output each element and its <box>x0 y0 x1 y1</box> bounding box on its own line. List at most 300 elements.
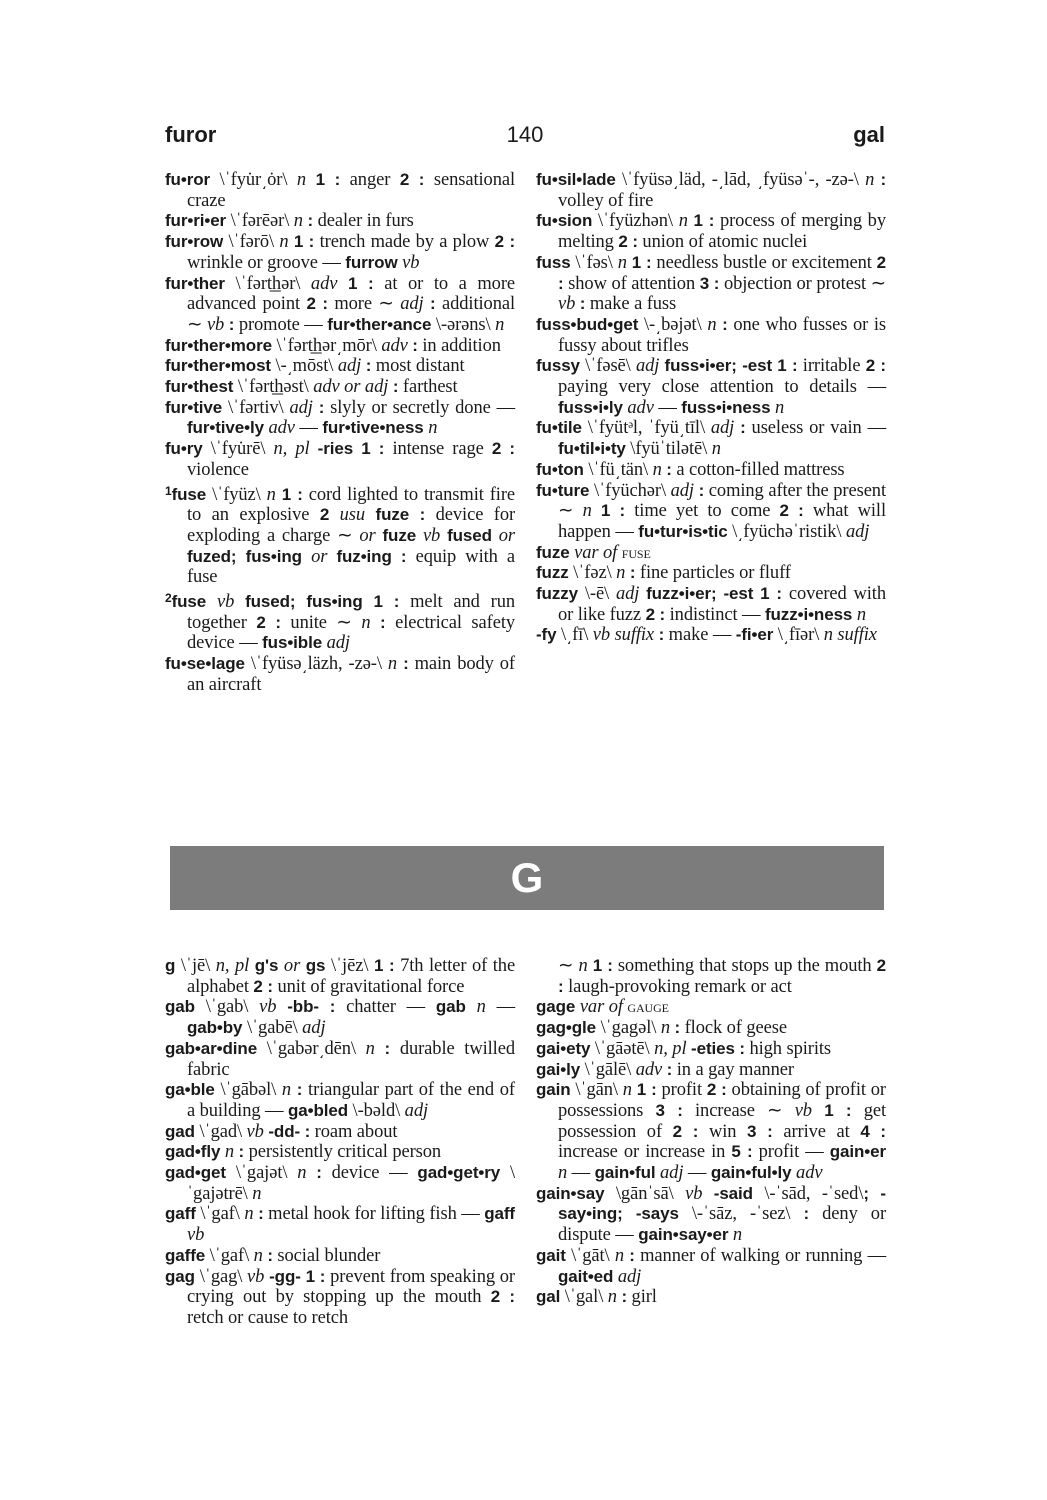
part-of-speech: n <box>707 314 717 335</box>
sense-marker: : <box>238 1142 245 1162</box>
part-of-speech: vb <box>246 1121 264 1142</box>
dictionary-entry <box>165 956 515 997</box>
entry-text: \ˈfü͵tän\ <box>583 459 653 480</box>
inflection: -said <box>713 1183 753 1203</box>
entry-text: electrical safety device — <box>187 612 516 654</box>
entry-text: melt and run together <box>187 592 516 633</box>
headword: fu•ton <box>536 459 584 479</box>
sense-marker: : <box>803 1204 810 1224</box>
entry-text: \ˈgagəl\ <box>596 1018 661 1039</box>
headword: fu•til•i•ty <box>558 439 626 459</box>
inflection: -dd- <box>268 1121 301 1141</box>
entry-text: device for exploding a charge ∼ <box>187 505 516 546</box>
part-of-speech: n <box>617 252 627 273</box>
dictionary-entry <box>165 398 515 439</box>
sense-marker: 1 : <box>631 252 652 272</box>
entry-text: 7th letter of the alphabet <box>187 956 516 997</box>
headword: gain•er <box>829 1142 886 1162</box>
part-of-speech: n <box>607 1287 617 1308</box>
sense-marker: 2 : <box>865 356 886 376</box>
headword: fussy <box>536 356 580 376</box>
dictionary-entry <box>536 956 886 997</box>
entry-text: objection or protest ∼ <box>719 273 886 294</box>
part-of-speech: adj <box>635 356 660 377</box>
headword: fus•ible <box>262 633 323 653</box>
entry-text: triangular part of the end of a building — <box>187 1080 515 1121</box>
part-of-speech: vb <box>206 314 225 335</box>
entry-text: high spirits <box>744 1038 832 1059</box>
sense-marker: : <box>267 1245 273 1265</box>
entry-text: coming after the present ∼ <box>558 480 886 522</box>
sense-marker: 2 <box>319 505 330 525</box>
entry-text <box>392 547 401 567</box>
entry-text <box>492 526 499 546</box>
dictionary-entry <box>165 274 515 336</box>
entry-text: \͵fyüchəˈristik\ <box>727 521 846 542</box>
part-of-speech: adj <box>617 1266 642 1287</box>
dictionary-entry <box>536 460 886 481</box>
entry-text: covered with or like fuzz <box>558 584 887 625</box>
part-of-speech: n <box>495 314 505 335</box>
sense-marker: 2 : <box>558 252 887 293</box>
part-of-speech: n, pl <box>273 439 310 460</box>
headword: fu•tile <box>536 418 582 438</box>
entry-text: manner of walking or running — <box>634 1245 886 1266</box>
headword: fuss <box>536 252 571 272</box>
sense-marker: 1 : <box>760 584 782 604</box>
entry-text: useless or vain — <box>745 418 886 439</box>
part-of-speech: n <box>865 170 875 190</box>
entry-text: violence <box>187 459 249 480</box>
headword: fu•sion <box>536 211 593 231</box>
sense-marker: 2 : <box>706 1080 727 1100</box>
dictionary-entry <box>536 170 886 211</box>
sense-marker: : <box>674 1018 681 1038</box>
dictionary-entry <box>536 1018 886 1039</box>
headword: fuze <box>536 542 570 562</box>
dictionary-entry <box>165 1080 515 1121</box>
entry-text: in addition <box>417 335 501 356</box>
part-of-speech: n <box>622 1080 632 1101</box>
entry-text: dealer in furs <box>313 211 414 232</box>
dictionary-entry <box>536 418 886 459</box>
headword: gad•get <box>165 1163 226 1183</box>
part-of-speech: n <box>361 612 371 633</box>
entry-text: wrinkle or groove — <box>187 252 346 273</box>
dictionary-entry <box>165 439 515 480</box>
part-of-speech: n <box>296 170 307 190</box>
headword: fuss•i•ly <box>558 397 623 417</box>
entry-text: profit <box>656 1080 707 1101</box>
column-right <box>536 170 886 646</box>
entry-text <box>371 613 381 633</box>
letter-section-band <box>170 846 884 910</box>
entry-text: — <box>683 1163 711 1184</box>
entry-text: chatter — <box>335 997 436 1018</box>
part-of-speech: usu <box>339 505 366 526</box>
headword: fu•sil•lade <box>536 170 616 189</box>
part-of-speech: n <box>711 439 721 460</box>
entry-text: show of attention <box>563 273 700 294</box>
column-right <box>536 956 886 1308</box>
entry-text: \ˈgab\ <box>194 997 260 1018</box>
entry-text: ∼ <box>558 956 579 976</box>
entry-text: \ˈfyüsə͵läd, -͵lād, ͵fyüsəˈ-, -zə-\ <box>615 170 866 190</box>
dictionary-entry <box>165 1246 515 1267</box>
headword: g <box>165 956 176 975</box>
part-of-speech: n <box>266 484 276 505</box>
sense-marker: 3 : <box>747 1121 773 1141</box>
entry-text: obtaining of profit or possessions <box>558 1080 886 1121</box>
entry-text: volley of fire <box>558 190 654 211</box>
cross-reference: gauge <box>627 997 669 1017</box>
sense-marker: : <box>430 294 436 314</box>
sense-marker: : <box>740 418 746 438</box>
headword: fur•ri•er <box>165 211 227 231</box>
inflection: fuzz•i•er; -est <box>646 584 754 604</box>
part-of-speech: n <box>387 654 398 675</box>
headword: fuse <box>171 484 207 504</box>
headword: fu•ror <box>165 170 211 189</box>
headword: gain•ful•ly <box>710 1163 792 1183</box>
dictionary-entry <box>536 543 886 564</box>
headword: fuzz•i•ness <box>764 604 853 624</box>
entry-text: \ˈfərō\ <box>223 232 280 253</box>
headword: gad•get•ry <box>417 1163 501 1183</box>
dictionary-entry <box>536 253 886 315</box>
entry-text: indistinct — <box>665 604 765 625</box>
column-left <box>165 170 515 696</box>
part-of-speech: or <box>498 525 516 546</box>
entry-text: union of atomic nuclei <box>637 232 808 253</box>
entry-text <box>592 501 601 521</box>
part-of-speech: n <box>252 1183 262 1204</box>
headword: gab <box>165 997 195 1017</box>
entry-text: profit — <box>752 1142 830 1163</box>
entry-text: \ˈgad\ <box>194 1121 247 1142</box>
homograph-number: 1 <box>165 483 172 498</box>
headword: gaff <box>165 1204 196 1224</box>
inflection: g's <box>254 956 279 975</box>
headword: gait <box>536 1245 566 1265</box>
entry-text: \ˈfəs\ <box>570 252 618 273</box>
headword: fu•se•lage <box>165 654 245 674</box>
part-of-speech: adj <box>289 397 313 418</box>
sense-marker: 1 : <box>824 1100 852 1120</box>
sense-marker: : <box>412 335 418 355</box>
headword: fu•ry <box>165 439 203 459</box>
entry-text: cord lighted to transmit fire to an explosive <box>187 484 516 526</box>
dictionary-entry <box>536 1060 886 1081</box>
sense-marker: 2 : <box>399 170 425 189</box>
entry-text <box>329 505 339 525</box>
part-of-speech: n <box>732 1225 743 1246</box>
entry-text <box>306 1163 316 1183</box>
part-of-speech: n <box>253 1245 263 1266</box>
entry-text: \ˈgal\ <box>560 1287 608 1308</box>
part-of-speech: adj <box>710 418 735 439</box>
part-of-speech: n, pl <box>654 1038 687 1059</box>
part-of-speech: adv <box>268 418 295 439</box>
inflection: fuzed; fus•ing <box>187 546 302 566</box>
dictionary-entry <box>165 356 515 377</box>
entry-text: main body of an aircraft <box>187 654 515 695</box>
entry-text <box>319 997 330 1017</box>
entry-text <box>365 505 375 525</box>
sense-marker: : <box>666 459 672 479</box>
headword: fur•row <box>165 232 224 252</box>
sense-marker: 1 : <box>281 484 303 504</box>
entry-text: anger <box>340 170 400 190</box>
entry-text: additional ∼ <box>187 294 515 335</box>
headword: gain <box>536 1080 571 1100</box>
entry-text: \ˈgag\ <box>194 1266 248 1287</box>
entry-text: make a fuss <box>585 294 677 315</box>
headword: gab <box>435 997 466 1017</box>
entry-text: what will happen — <box>558 501 887 542</box>
entry-text: deny or dispute — <box>558 1204 886 1246</box>
entry-text: prevent from speaking or crying out by stopping up the mouth <box>187 1266 515 1308</box>
sense-marker: : <box>228 314 235 334</box>
column-left <box>165 956 515 1329</box>
dictionary-entry <box>536 1039 886 1060</box>
part-of-speech: vb <box>794 1100 812 1121</box>
dictionary-entry <box>536 1080 886 1184</box>
part-of-speech: n suffix <box>823 625 877 646</box>
sense-marker: 2 : <box>779 501 804 521</box>
sense-marker: 4 : <box>860 1121 886 1141</box>
part-of-speech: adj <box>845 521 870 542</box>
part-of-speech: adj <box>326 633 350 654</box>
sense-marker: 2 : <box>256 612 281 632</box>
part-of-speech: n <box>578 956 588 976</box>
entry-text <box>276 997 287 1017</box>
part-of-speech: var of <box>574 542 618 563</box>
inflection: gs <box>305 956 326 975</box>
sense-marker: : <box>419 505 426 525</box>
entry-text <box>337 274 348 294</box>
entry-text: \-ē\ <box>578 584 616 605</box>
entry-text: \ˈfərēər\ <box>226 211 294 232</box>
sense-marker: : <box>698 480 705 500</box>
sense-marker: : <box>621 1287 628 1307</box>
dictionary-entry <box>165 1204 515 1245</box>
entry-text: needless bustle or excitement <box>651 252 877 273</box>
sense-marker: : <box>296 1080 303 1100</box>
headword: fur•thest <box>165 377 234 397</box>
entry-text: intense rage <box>384 439 492 460</box>
entry-text: \ˈjēz\ <box>325 956 374 976</box>
entry-text: trench made by a plow <box>314 232 495 253</box>
entry-text: \fyüˈtilətē\ <box>625 439 712 460</box>
headword: gad <box>165 1121 195 1141</box>
headword: gait•ed <box>558 1266 614 1286</box>
part-of-speech: n <box>297 1163 307 1184</box>
entry-text: \͵fīər\ <box>773 625 824 646</box>
sense-marker: : <box>400 546 407 566</box>
headword: gab•by <box>187 1018 243 1038</box>
part-of-speech: or <box>359 525 376 546</box>
part-of-speech: var of <box>579 997 623 1018</box>
sense-marker: : <box>722 314 728 334</box>
page-number: 140 <box>506 122 544 147</box>
part-of-speech: vb <box>216 592 235 613</box>
entry-text: \ˈfyüchər\ <box>589 480 671 501</box>
inflection: -ries <box>317 439 354 459</box>
entry-text: promote — <box>234 314 328 335</box>
dictionary-entry <box>165 481 515 589</box>
entry-text: process of merging by melting <box>558 211 886 253</box>
sense-marker: : <box>658 625 665 645</box>
headword: fur•ther•ance <box>327 314 432 334</box>
entry-text: one who fusses or is fussy about trifles <box>558 314 886 356</box>
entry-text: \ˈfərt͟hər͵mōr\ <box>271 335 382 356</box>
entry-text <box>812 1101 824 1121</box>
part-of-speech: vb <box>247 1266 265 1287</box>
entry-text <box>375 1039 385 1059</box>
entry-text: sensational craze <box>187 170 515 211</box>
part-of-speech: n <box>775 397 785 418</box>
inflection: ; -say•ing; -says <box>558 1183 886 1224</box>
entry-text <box>310 439 318 459</box>
dictionary-entry <box>536 625 886 646</box>
entry-text: time yet to come <box>625 501 780 522</box>
headword: gab•ar•dine <box>165 1038 258 1058</box>
sense-marker: 1 : <box>636 1080 657 1100</box>
entry-text: at or to a more advanced point <box>187 273 515 315</box>
part-of-speech: n <box>582 501 592 522</box>
entry-text <box>353 439 361 459</box>
headword: fu•tur•is•tic <box>638 521 728 541</box>
headword: fur•ther•most <box>165 356 271 376</box>
headword: gaffe <box>165 1245 206 1265</box>
dictionary-entry <box>165 1039 515 1080</box>
dictionary-entry <box>165 1142 515 1163</box>
entry-text: paying very close attention to details — <box>558 377 886 398</box>
cross-reference: fuse <box>621 542 651 562</box>
part-of-speech: or <box>283 956 301 976</box>
entry-text <box>416 526 423 546</box>
entry-text: \gānˈsā\ <box>604 1183 686 1204</box>
headword: furrow <box>345 252 398 272</box>
entry-text: \ˈfyütᵊl, ˈfyü͵tīl\ <box>581 418 711 439</box>
sense-marker: 1 : <box>305 1266 326 1286</box>
part-of-speech: vb <box>422 525 441 546</box>
part-of-speech: adv <box>796 1163 823 1184</box>
headword: gain•say•er <box>638 1225 729 1245</box>
entry-text <box>234 592 245 612</box>
entry-text: \ˈfyu̇r͵ȯr\ <box>210 170 297 190</box>
headword: fur•ther <box>165 273 225 293</box>
entry-text: farthest <box>398 377 458 398</box>
sense-marker: 2 : <box>558 956 886 996</box>
sense-marker: : <box>403 654 409 674</box>
entry-text: \-͵mōst\ <box>271 356 338 377</box>
entry-text: metal hook for lifting fish — <box>263 1204 485 1225</box>
sense-marker: : <box>384 1038 391 1058</box>
sense-marker: 1 : <box>777 356 798 376</box>
inflection: fused; fus•ing <box>245 592 363 612</box>
part-of-speech: adj <box>302 1018 326 1039</box>
part-of-speech: n <box>678 211 688 232</box>
running-head <box>165 118 885 152</box>
inflection: -eties <box>691 1038 735 1058</box>
headword: -fi•er <box>735 625 774 645</box>
entry-text: \ˈfyüzhən\ <box>592 211 679 232</box>
headword: gal <box>536 1287 561 1307</box>
headword: fur•ther•more <box>165 335 272 355</box>
entry-text: \ˈgajətrē\ <box>187 1163 515 1204</box>
headword: fur•tive•ly <box>187 418 264 438</box>
entry-text: — <box>653 397 682 418</box>
headword: gai•ety <box>536 1038 591 1058</box>
part-of-speech: n <box>428 418 438 439</box>
entry-text: \ˈgaf\ <box>205 1245 254 1266</box>
part-of-speech: n <box>476 997 486 1018</box>
entry-text: \ˈgaf\ <box>195 1204 245 1225</box>
dictionary-entry <box>165 588 515 654</box>
sense-marker: : <box>579 294 586 314</box>
sense-marker: 3 : <box>655 1100 683 1120</box>
part-of-speech: adj <box>615 584 640 605</box>
headword: fur•tive <box>165 397 223 417</box>
sense-marker: 2 : <box>491 439 515 459</box>
entry-text: \ˈfərtiv\ <box>222 397 290 418</box>
dictionary-entry <box>536 563 886 584</box>
headword: fur•tive•ness <box>322 418 424 438</box>
part-of-speech: n <box>293 211 303 232</box>
entry-text: \ˈgabər͵dēn\ <box>257 1038 366 1059</box>
entry-text: \ˈgāətē\ <box>590 1038 655 1059</box>
part-of-speech: adv <box>627 397 654 418</box>
entry-text: \ˈgān\ <box>570 1080 623 1101</box>
sense-marker: 2 : <box>618 232 638 252</box>
part-of-speech: n <box>244 1204 254 1225</box>
entry-text: make — <box>664 625 736 646</box>
sense-marker: : <box>380 612 386 632</box>
entry-text: \-ˈsād, -ˈsed\ <box>752 1183 864 1204</box>
sense-marker: : <box>318 397 325 417</box>
sense-marker: 2 : <box>494 232 516 252</box>
sense-marker: 5 : <box>731 1142 753 1162</box>
entry-text: increase or increase in <box>558 1142 732 1163</box>
sense-marker: : <box>365 356 372 376</box>
entry-text: irritable <box>797 356 866 377</box>
entry-text: in a gay manner <box>672 1059 794 1080</box>
guide-word-right: gal <box>853 122 885 147</box>
entry-text: flock of geese <box>680 1018 787 1039</box>
inflection: fused <box>447 525 492 545</box>
dictionary-entry <box>165 232 515 273</box>
dictionary-entry <box>536 1287 886 1308</box>
entry-text: win <box>698 1121 748 1142</box>
headword: ga•bled <box>287 1100 349 1120</box>
part-of-speech: adv <box>310 273 338 294</box>
part-of-speech: adj <box>670 480 694 501</box>
sense-marker: 2 : <box>253 976 273 996</box>
part-of-speech: n <box>856 604 866 625</box>
sense-marker: 1 : <box>592 956 613 975</box>
entry-text <box>466 997 477 1017</box>
entry-text: \ˈfərt͟həst\ <box>233 377 314 398</box>
headword: gage <box>536 997 576 1017</box>
entry-text: — <box>567 1163 595 1184</box>
part-of-speech: n <box>614 1245 624 1266</box>
dictionary-entry <box>165 997 515 1038</box>
dictionary-entry <box>536 481 886 543</box>
sense-marker: : <box>329 997 336 1017</box>
sense-marker: 1 : <box>293 232 315 252</box>
